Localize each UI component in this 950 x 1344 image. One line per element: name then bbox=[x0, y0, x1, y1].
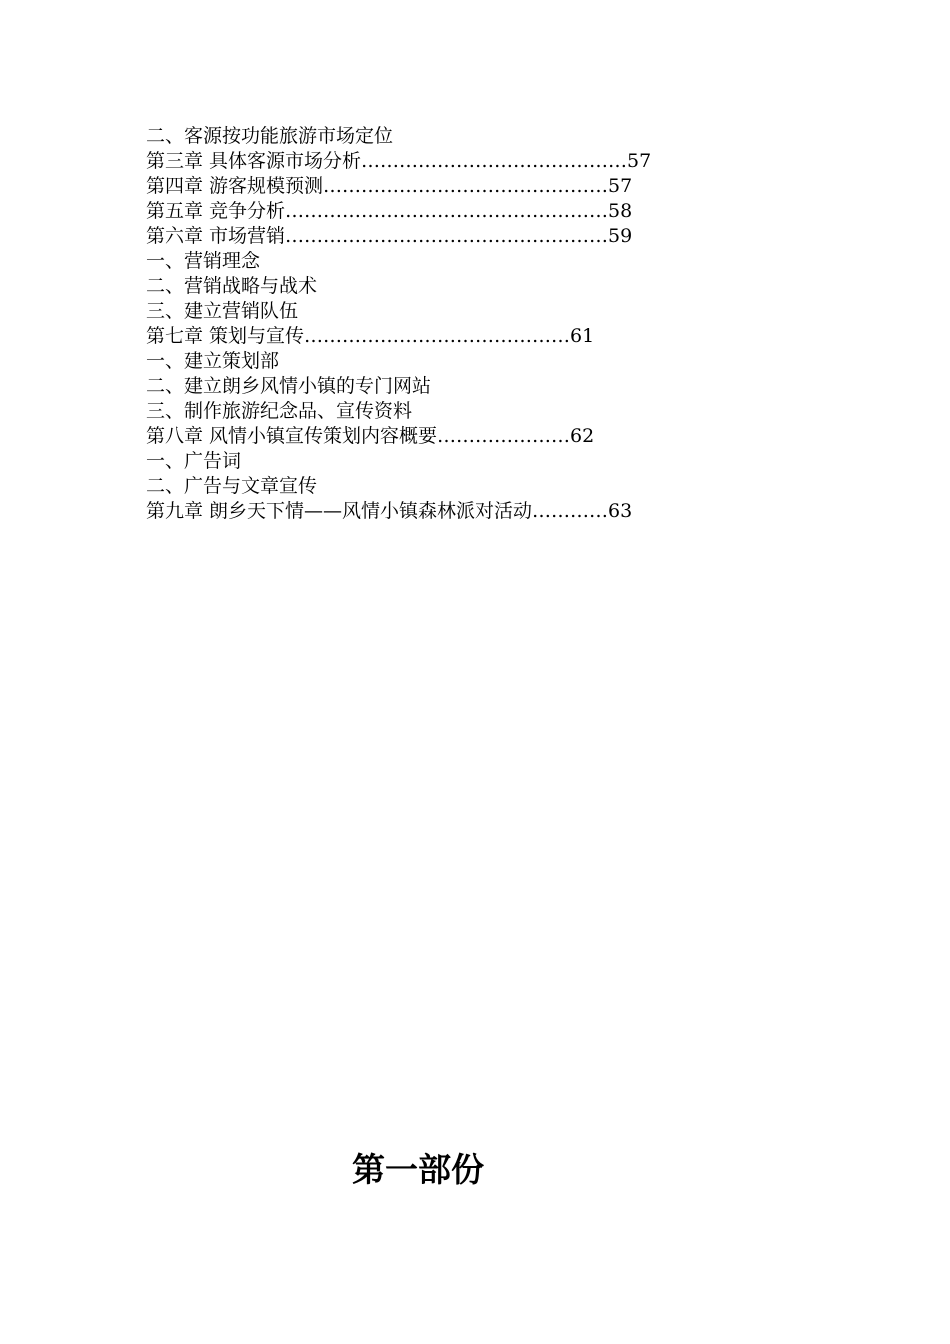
toc-chapter-9: 第九章 朗乡天下情——风情小镇森林派对活动…………63 bbox=[146, 500, 633, 522]
toc-chapter-4: 第四章 游客规模预测………………………………………57 bbox=[146, 175, 633, 197]
toc-chapter-7: 第七章 策划与宣传……………………………………61 bbox=[146, 325, 595, 347]
toc-section-item: 一、建立策划部 bbox=[146, 350, 280, 372]
toc-chapter-5: 第五章 竞争分析……………………………………………58 bbox=[146, 200, 633, 222]
toc-chapter-6: 第六章 市场营销……………………………………………59 bbox=[146, 225, 633, 247]
part-title: 第一部份 bbox=[352, 1150, 484, 1189]
toc-chapter-8: 第八章 风情小镇宣传策划内容概要…………………62 bbox=[146, 425, 595, 447]
toc-section-item: 三、建立营销队伍 bbox=[146, 300, 299, 322]
toc-section-item: 一、广告词 bbox=[146, 450, 242, 472]
toc-section-item: 一、营销理念 bbox=[146, 250, 261, 272]
toc-section-item: 二、广告与文章宣传 bbox=[146, 475, 318, 497]
toc-section-item: 二、营销战略与战术 bbox=[146, 275, 318, 297]
table-of-contents bbox=[146, 124, 746, 524]
toc-chapter-3: 第三章 具体客源市场分析……………………………………57 bbox=[146, 150, 652, 172]
toc-section-item: 二、客源按功能旅游市场定位 bbox=[146, 125, 394, 147]
toc-section-item: 二、建立朗乡风情小镇的专门网站 bbox=[146, 375, 432, 397]
toc-section-item: 三、制作旅游纪念品、宣传资料 bbox=[146, 400, 413, 422]
